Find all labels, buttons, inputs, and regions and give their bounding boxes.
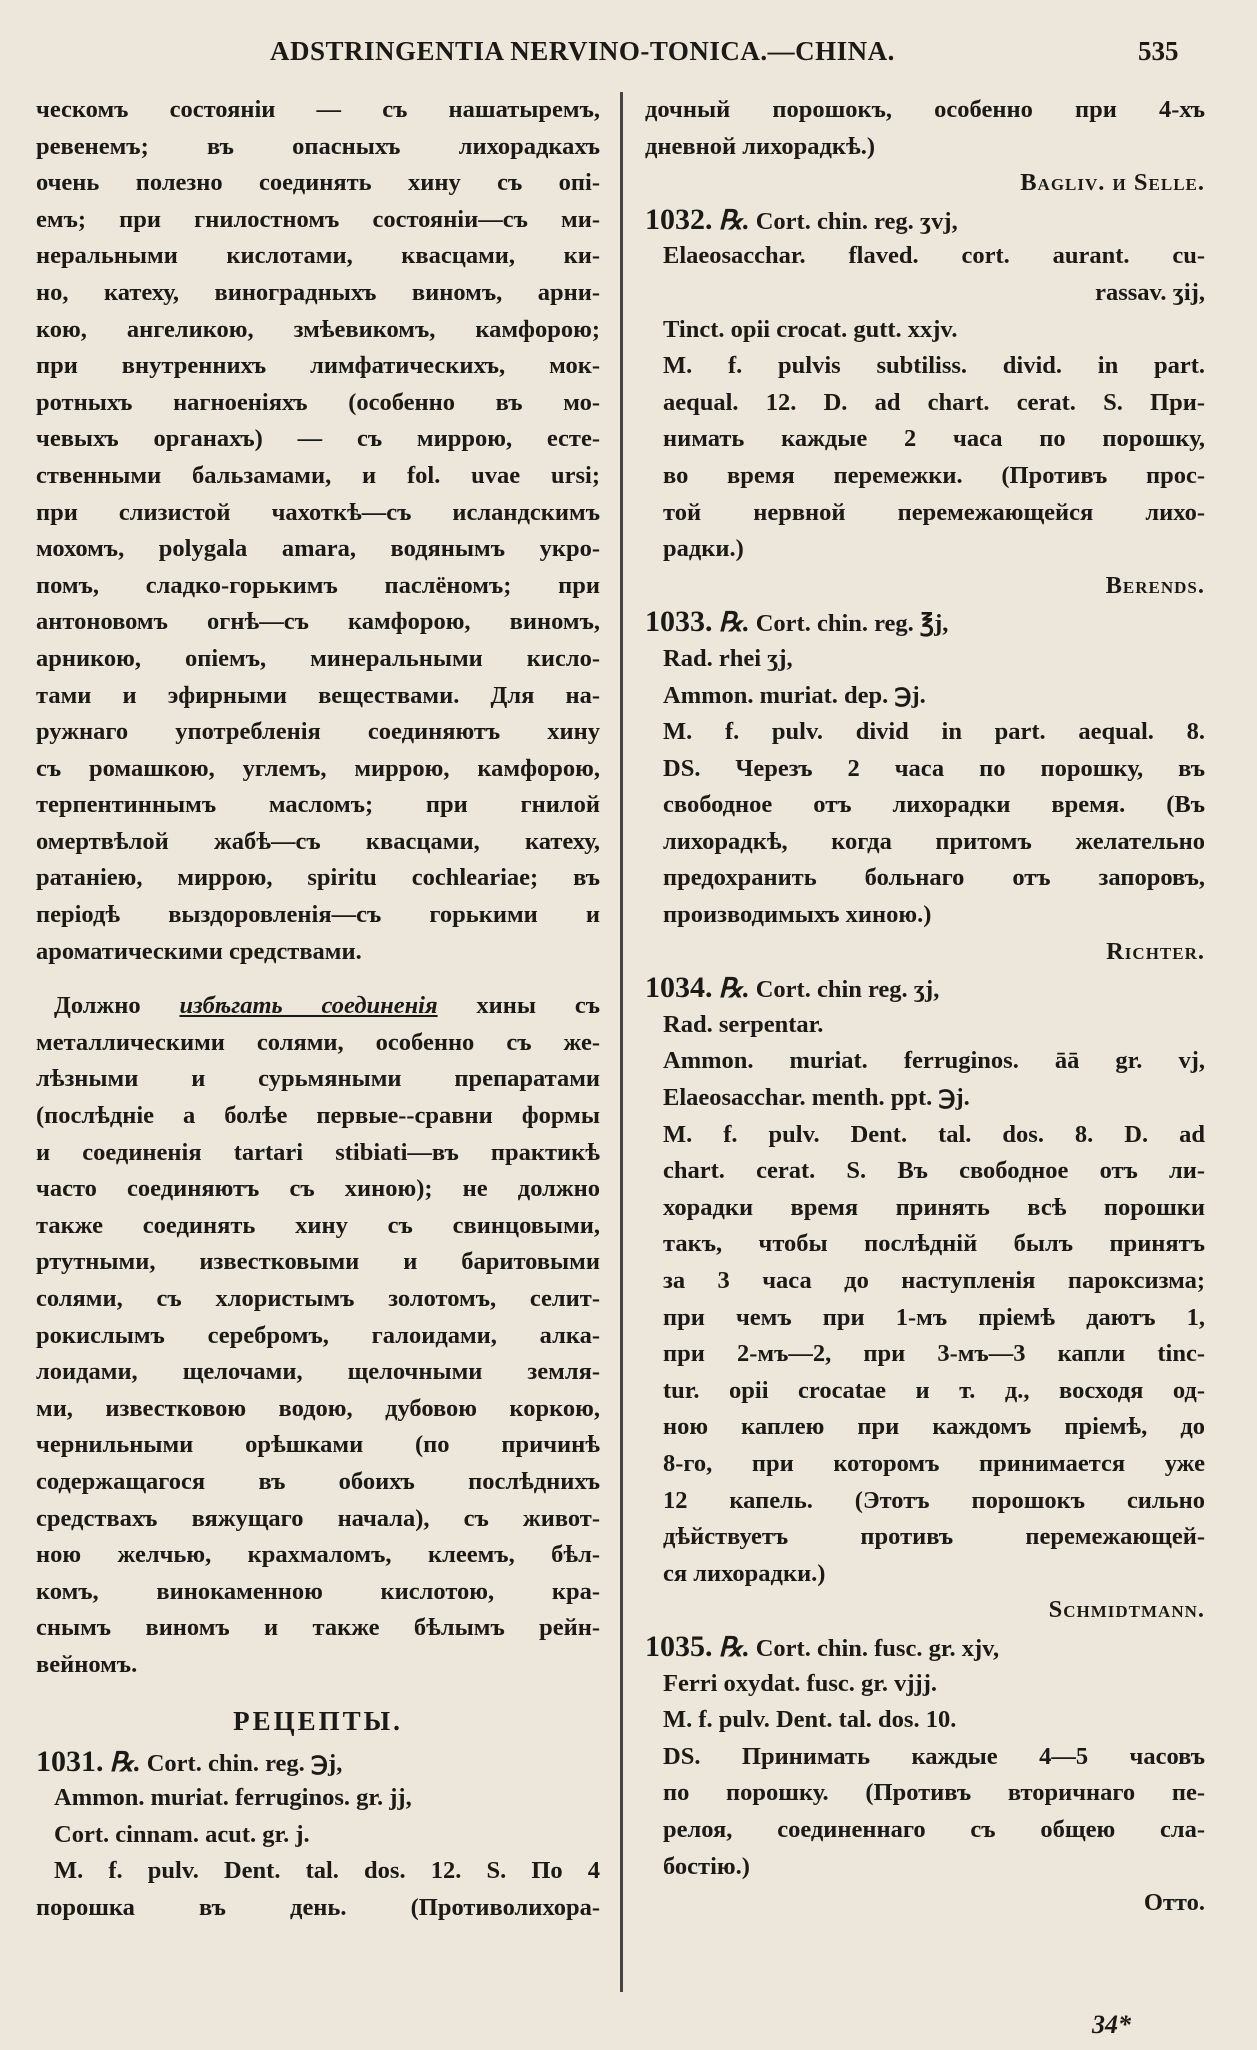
text-line: M. f. pulv. Dent. tal. dos. 8. D. ad [663,1120,1205,1148]
text-line: M. f. pulv. divid in part. aequal. 8. [663,718,1205,746]
text-line: антоновомъ огнѣ—съ камфорою, виномъ, [36,608,600,636]
text-line: DS. Принимать каждые 4—5 часовъ [663,1742,1205,1770]
text-line: свободное отъ лихорадки время. (Въ [663,791,1205,819]
recipe-first-line: 1032. ℞. Cort. chin. reg. ʒvj, [645,202,958,236]
text-line: лихорадкѣ, когда притомъ желательно [663,827,1205,855]
text-line: chart. cerat. S. Въ свободное отъ ли- [663,1157,1205,1185]
text-line: ственными бальзамами, и fol. uvae ursi; [36,461,600,489]
text-line: предохранить больнаго отъ запоровъ, [663,864,1205,892]
text-line: и соединенія tartari stibiati—въ практикѣ [36,1138,600,1166]
recipe-symbol: ℞. [718,204,750,235]
recipe-author: Schmidtmann. [1048,1596,1205,1624]
text-line: Rad. serpentar. [663,1010,824,1038]
text-line: средствахъ вяжущаго начала), съ живот- [36,1504,600,1532]
recipe-author: Berends. [1105,571,1205,599]
text-line: M. f. pulv. Dent. tal. dos. 12. S. По 4 [54,1857,600,1885]
text-line: производимыхъ хиною.) [663,901,932,929]
recipe-author: Bagliv. и Selle. [1020,169,1205,197]
column-divider [620,92,623,1992]
text-line: вейномъ. [36,1650,138,1678]
text-line: Elaeosacchar. flaved. cort. aurant. cu- [663,242,1205,270]
text-line: Rad. rhei ʒj, [663,644,793,672]
text-line: (послѣдніе а болѣе первые--сравни формы [36,1102,600,1130]
recipe-1031-continued [645,92,1205,202]
text-line: нимать каждые 2 часа по порошку, [663,425,1205,453]
text-line: при чемъ при 1-мъ пріемѣ даютъ 1, [663,1303,1205,1331]
recipe-symbol: ℞. [718,607,750,638]
text-line: ся лихорадки.) [663,1559,826,1587]
text-line: Должно избѣгать соединенія хины съ [54,992,600,1020]
text-line: 8-го, при которомъ принимается уже [663,1449,1205,1477]
text-line: tur. opii crocatae и т. д., восходя од- [663,1376,1205,1404]
text-line: дѣйствуетъ противъ перемежающей- [663,1523,1205,1551]
recipe-1033 [645,604,1205,970]
text-line: ною каплею при каждомъ пріемѣ, до [663,1413,1205,1441]
left-column [36,92,600,1927]
text-line: при 2-мъ—2, при 3-мъ—3 капли tinc- [663,1340,1205,1368]
text-line: дочный порошокъ, особенно при 4-хъ [645,96,1205,123]
text-line: ревенемъ; въ опасныхъ лихорадкахъ [36,132,600,160]
text-line: Ferri oxydat. fusc. gr. vjjj. [663,1669,937,1697]
text-line: во время перемежки. (Противъ прос- [663,461,1205,489]
text-line: тами и эфирными веществами. Для на- [36,681,600,709]
text-line: также соединять хину съ свинцовыми, [36,1211,600,1239]
signature-mark: 34* [1092,2010,1131,2039]
text-line: ротныхъ нагноеніяхъ (особенно въ мо- [36,388,600,416]
text-line: по порошку. (Противъ вторичнаго пе- [663,1779,1205,1807]
recipe-first-line: 1035. ℞. Cort. chin. fusc. gr. xjv, [645,1629,1000,1663]
running-header [0,36,1257,76]
text-line: бостію.) [663,1852,750,1880]
text-line: при слизистой чахоткѣ—съ исландскимъ [36,498,600,526]
text-line: rassav. ʒij, [1095,278,1205,306]
paragraph-combinations [36,92,600,970]
text-line: M. f. pulvis subtiliss. divid. in part. [663,352,1205,380]
recipe-author: Richter. [1106,937,1205,965]
recipe-symbol: ℞. [718,973,750,1004]
text-line: солями, съ хлористымъ золотомъ, селит- [36,1285,600,1312]
recipe-1034 [645,970,1205,1629]
text-line: релоя, соединеннаго съ общею сла- [663,1815,1205,1843]
text-line: лѣзными и сурьмяными препаратами [36,1065,600,1093]
text-line: Elaeosacchar. menth. ppt. ℈j. [663,1084,970,1112]
text-line: но, катеху, виноградныхъ виномъ, арни- [36,278,600,306]
recipe-1032 [645,202,1205,605]
text-line: емъ; при гнилостномъ состояніи—съ ми- [36,205,600,233]
text-line: ною желчью, крахмаломъ, клеемъ, бѣл- [36,1541,600,1569]
recipe-first-line: 1031. ℞. Cort. chin. reg. ℈j, [36,1744,343,1778]
text-line: комъ, винокаменною кислотою, кра- [36,1577,600,1605]
text-line: чевыхъ органахъ) — съ миррою, есте- [36,425,600,453]
recipe-1031 [36,1744,600,1927]
text-line: дневной лихорадкѣ.) [645,132,876,160]
recipe-first-line: 1034. ℞. Cort. chin reg. ʒj, [645,971,940,1005]
text-line: Cort. cinnam. acut. gr. j. [54,1820,310,1848]
text-line: радки.) [663,535,744,563]
recipe-1035 [645,1629,1205,1922]
recipe-number: 1035. [645,1629,713,1663]
emphasis: избѣгать соединенія [179,992,438,1020]
text-line: мохомъ, polygala amara, водянымъ укро- [36,535,600,563]
recipe-number: 1031. [36,1744,104,1778]
text-line: M. f. pulv. Dent. tal. dos. 10. [663,1706,957,1734]
text-line: чернильными орѣшками (по причинѣ [36,1431,600,1459]
text-line: той нервной перемежающейся лихо- [663,498,1205,526]
text-line: Ammon. muriat. ferruginos. āā gr. vj, [663,1047,1205,1075]
paragraph-avoid [36,988,600,1683]
text-line: лоидами, щелочами, щелочными земля- [36,1358,600,1386]
text-line: арникою, опіемъ, минеральными кисло- [36,644,600,672]
text-line: неральными кислотами, квасцами, ки- [36,242,600,270]
recipe-number: 1032. [645,202,713,236]
text-line: терпентиннымъ масломъ; при гнилой [36,791,600,819]
text-line: кою, ангеликою, змѣевикомъ, камфорою; [36,315,600,343]
text-line: очень полезно соединять хину съ опі- [36,169,600,197]
text-line: омертвѣлой жабѣ—съ квасцами, катеху, [36,827,600,855]
text-line: ртутными, известковыми и баритовыми [36,1248,600,1276]
recipe-number: 1034. [645,971,713,1005]
text-line: помъ, сладко-горькимъ паслёномъ; при [36,571,600,599]
recipe-number: 1033. [645,605,713,639]
text-line: 12 капель. (Этотъ порошокъ сильно [663,1486,1205,1514]
text-line: ружнаго употребленія соединяютъ хину [36,718,600,746]
recipe-symbol: ℞. [718,1631,750,1662]
text-line: ми, известковою водою, дубовою коркою, [36,1394,600,1422]
text-line: Ammon. muriat. dep. ℈j. [663,681,926,709]
text-line: хорадки время принять всѣ порошки [663,1193,1205,1221]
text-line: порошка въ день. (Противолихора- [36,1893,600,1921]
right-column [645,92,1205,1922]
text-line: ратаніею, миррою, spiritu cochleariae; въ [36,864,600,892]
text-line: Tinct. opii crocat. gutt. xxjv. [663,315,958,343]
text-line: DS. Черезъ 2 часа по порошку, въ [663,754,1205,782]
text-line: aequal. 12. D. ad chart. cerat. S. При- [663,388,1205,416]
text-line: рокислымъ серебромъ, галоидами, алка- [36,1321,600,1349]
text-line: такъ, чтобы послѣдній былъ принятъ [663,1230,1205,1258]
section-title-recipes: РЕЦЕПТЫ. [233,1705,403,1736]
text-line: ческомъ состояніи — съ нашатыремъ, [36,96,600,123]
text-line: часто соединяютъ съ хиною); не должно [36,1175,600,1203]
text-line: за 3 часа до наступленія пароксизма; [663,1267,1205,1294]
recipe-symbol: ℞. [109,1746,141,1777]
text-line: снымъ виномъ и также бѣлымъ рейн- [36,1614,600,1642]
text-line: съ ромашкою, углемъ, миррою, камфорою, [36,754,600,782]
page-number: 535 [1138,36,1179,66]
running-title: ADSTRINGENTIA NERVINO-TONICA.—CHINA. [270,36,895,66]
text-line: ароматическими средствами. [36,937,362,965]
recipe-first-line: 1033. ℞. Cort. chin. reg. ℥j, [645,605,949,639]
text-line: металлическими солями, особенно съ же- [36,1028,600,1056]
text-line: періодѣ выздоровленія—съ горькими и [36,901,600,929]
recipe-author: Отто. [1143,1889,1205,1917]
text-line: содержащагося въ обоихъ послѣднихъ [36,1467,600,1495]
text-line: Ammon. muriat. ferruginos. gr. jj, [54,1784,412,1812]
text-line: при внутреннихъ лимфатическихъ, мок- [36,352,600,380]
